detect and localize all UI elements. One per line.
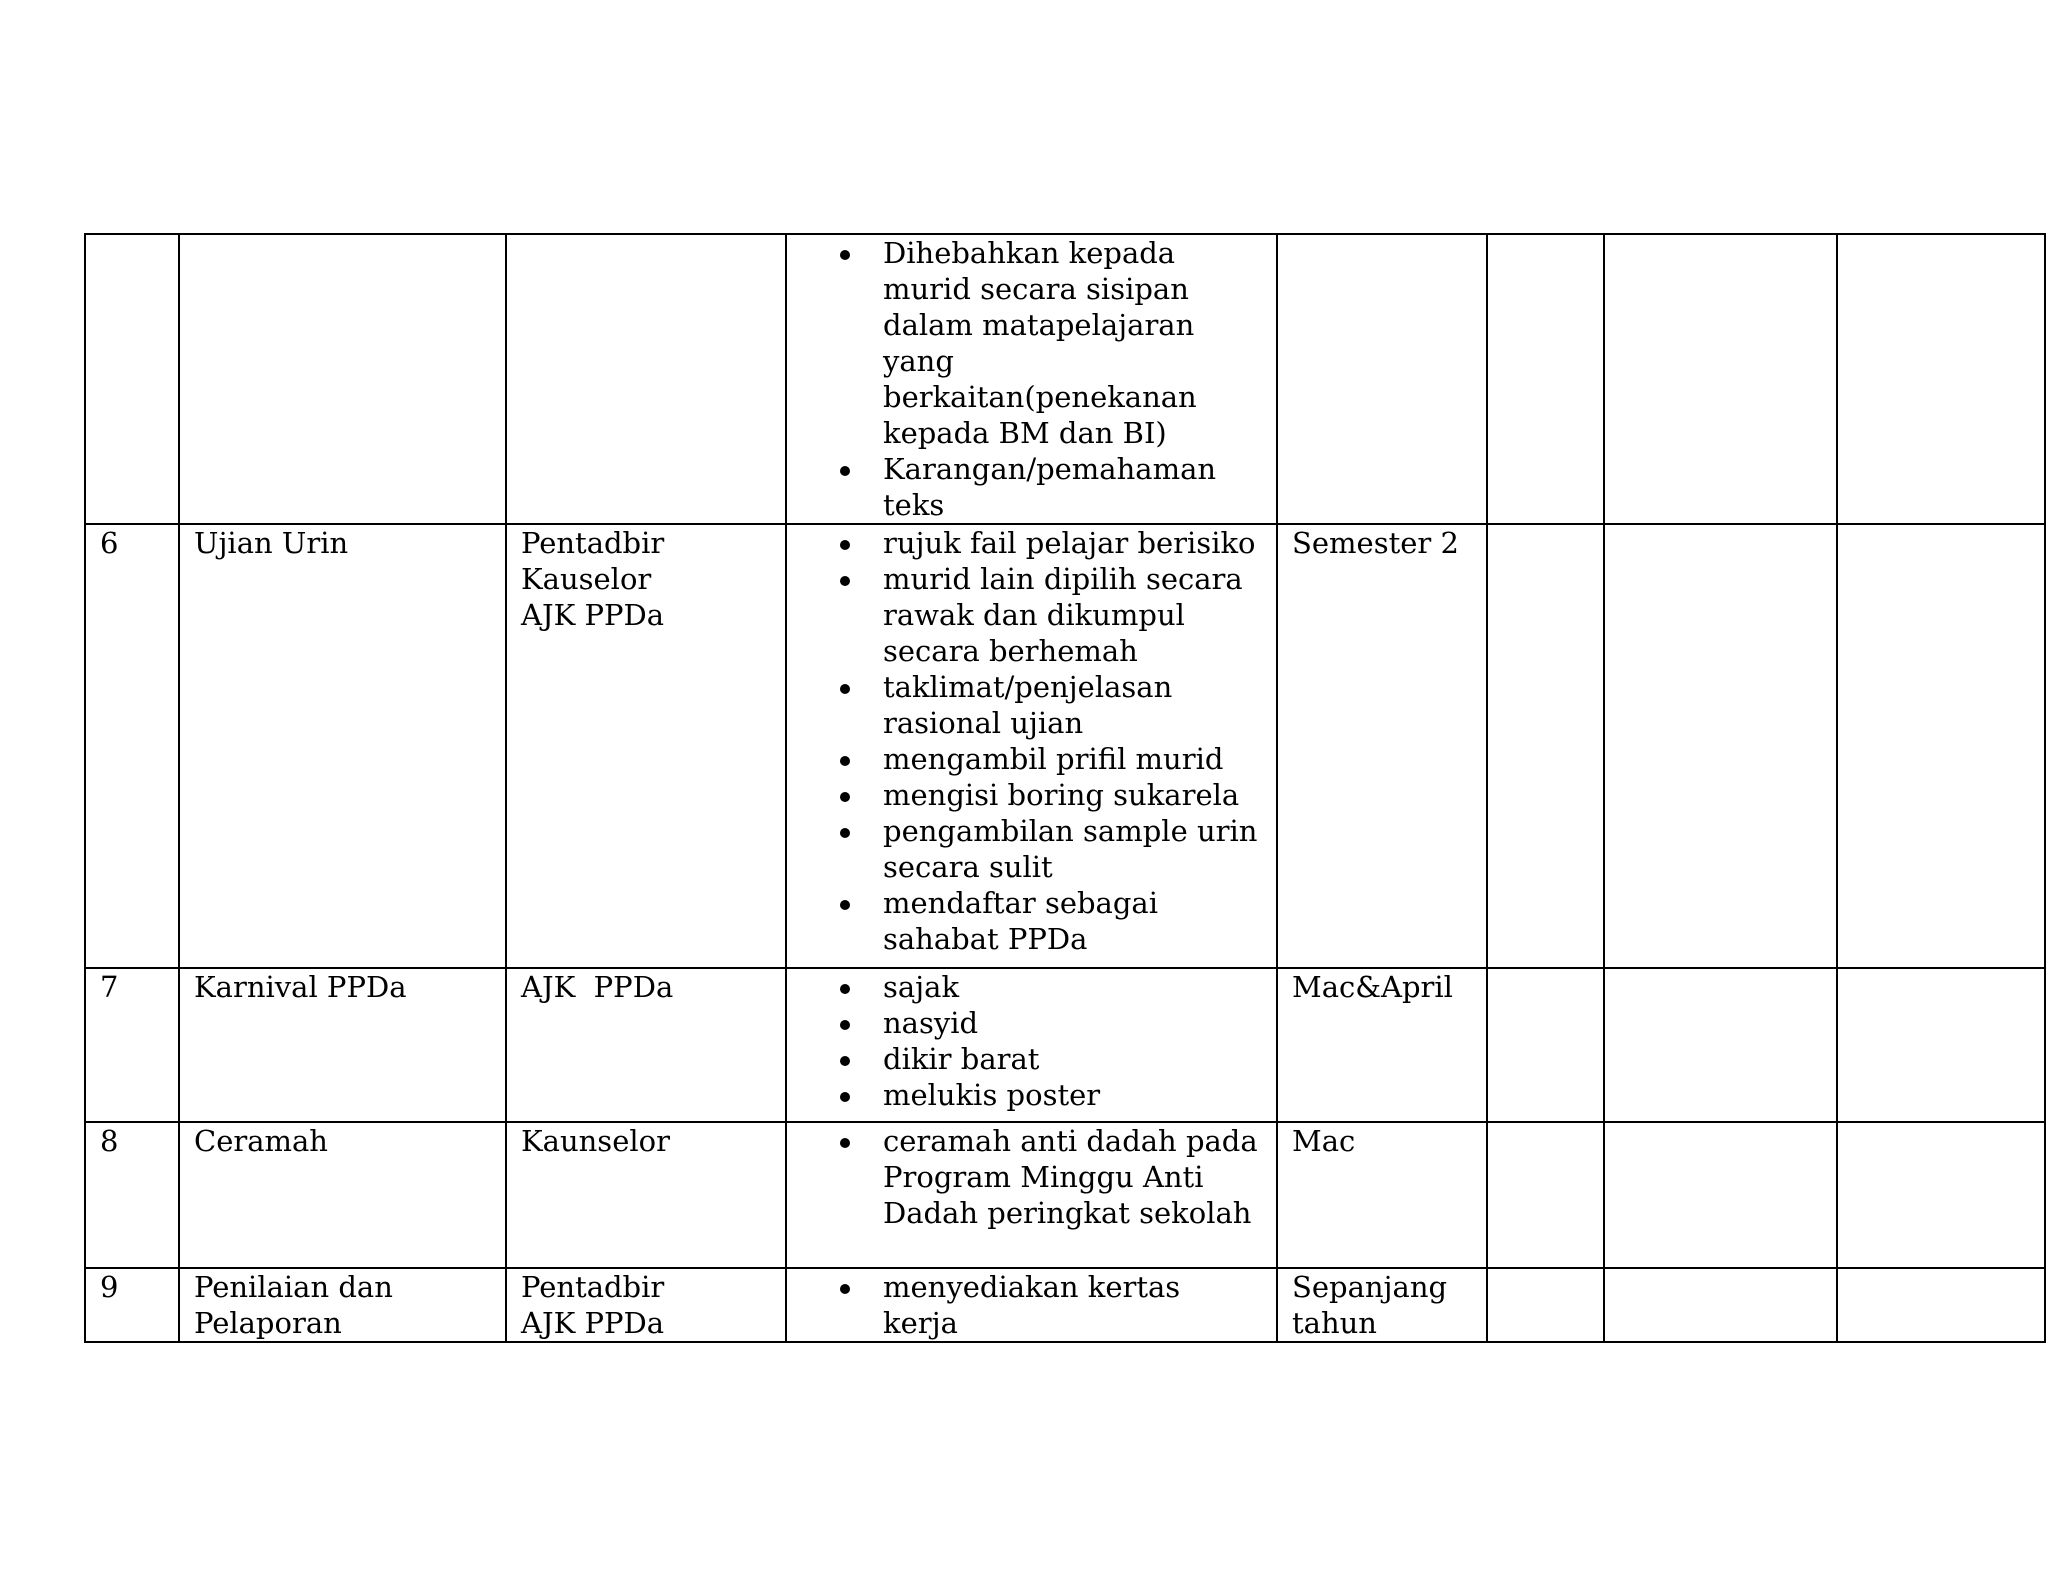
list-item: mendaftar sebagai sahabat PPDa bbox=[883, 885, 1262, 957]
cell-program: Penilaian dan Pelaporan bbox=[179, 1268, 506, 1342]
cell-masa: Mac bbox=[1277, 1122, 1487, 1268]
cell-empty bbox=[1604, 1268, 1837, 1342]
pelaksana-line: AJK PPDa bbox=[521, 598, 665, 632]
cell-empty bbox=[1604, 968, 1837, 1122]
cell-empty bbox=[1604, 1122, 1837, 1268]
cell-empty bbox=[1837, 524, 2045, 968]
pelaksana-line: Pentadbir bbox=[521, 1270, 665, 1304]
cell-empty bbox=[1837, 1122, 2045, 1268]
list-item: mengambil prifil murid bbox=[883, 741, 1262, 777]
activity-list bbox=[801, 525, 1262, 957]
cell-masa: Semester 2 bbox=[1277, 524, 1487, 968]
cell-aktiviti bbox=[786, 1122, 1277, 1268]
table-row bbox=[85, 524, 2045, 968]
cell-no: 9 bbox=[85, 1268, 179, 1342]
list-item: Karangan/pemahaman teks bbox=[883, 451, 1262, 523]
cell-aktiviti bbox=[786, 1268, 1277, 1342]
cell-masa bbox=[1277, 234, 1487, 524]
cell-empty bbox=[1604, 524, 1837, 968]
cell-masa: Mac&April bbox=[1277, 968, 1487, 1122]
list-item: mengisi boring sukarela bbox=[883, 777, 1262, 813]
cell-pelaksana bbox=[506, 524, 786, 968]
cell-program bbox=[179, 234, 506, 524]
cell-aktiviti bbox=[786, 968, 1277, 1122]
cell-empty bbox=[1487, 1122, 1604, 1268]
cell-aktiviti bbox=[786, 524, 1277, 968]
cell-empty bbox=[1837, 1268, 2045, 1342]
cell-pelaksana bbox=[506, 968, 786, 1122]
cell-no bbox=[85, 234, 179, 524]
list-item: nasyid bbox=[883, 1005, 1262, 1041]
cell-empty bbox=[1837, 234, 2045, 524]
cell-empty bbox=[1487, 1268, 1604, 1342]
cell-empty bbox=[1487, 524, 1604, 968]
cell-empty bbox=[1837, 968, 2045, 1122]
cell-pelaksana bbox=[506, 1122, 786, 1268]
cell-empty bbox=[1487, 234, 1604, 524]
activity-table bbox=[84, 233, 2046, 1343]
pelaksana-line: AJK PPDa bbox=[521, 1306, 665, 1340]
pelaksana-line: Kauselor bbox=[521, 562, 652, 596]
cell-no: 6 bbox=[85, 524, 179, 968]
cell-empty bbox=[1487, 968, 1604, 1122]
activity-list bbox=[801, 235, 1262, 523]
table-row bbox=[85, 1122, 2045, 1268]
pelaksana-line: Kaunselor bbox=[521, 1124, 670, 1158]
list-item: melukis poster bbox=[883, 1077, 1262, 1113]
cell-pelaksana bbox=[506, 1268, 786, 1342]
list-item: dikir barat bbox=[883, 1041, 1262, 1077]
cell-aktiviti bbox=[786, 234, 1277, 524]
list-item: menyediakan kertas kerja bbox=[883, 1269, 1262, 1341]
list-item: rujuk fail pelajar berisiko bbox=[883, 525, 1262, 561]
cell-pelaksana bbox=[506, 234, 786, 524]
cell-empty bbox=[1604, 234, 1837, 524]
table-row bbox=[85, 1268, 2045, 1342]
list-item: murid lain dipilih secara rawak dan dikumpul secara berhemah bbox=[883, 561, 1262, 669]
cell-no: 8 bbox=[85, 1122, 179, 1268]
table-row bbox=[85, 234, 2045, 524]
activity-list bbox=[801, 1269, 1262, 1341]
cell-program: Ujian Urin bbox=[179, 524, 506, 968]
list-item: pengambilan sample urin secara sulit bbox=[883, 813, 1262, 885]
table-row bbox=[85, 968, 2045, 1122]
cell-masa: Sepanjang tahun bbox=[1277, 1268, 1487, 1342]
pelaksana-line: AJK PPDa bbox=[521, 970, 674, 1004]
list-item: sajak bbox=[883, 969, 1262, 1005]
pelaksana-line: Pentadbir bbox=[521, 526, 665, 560]
cell-program: Ceramah bbox=[179, 1122, 506, 1268]
list-item: Dihebahkan kepada murid secara sisipan dalam matapelajaran yang berkaitan(penekanan kepada BM dan BI) bbox=[883, 235, 1262, 451]
activity-list bbox=[801, 1123, 1262, 1231]
cell-no: 7 bbox=[85, 968, 179, 1122]
list-item: taklimat/penjelasan rasional ujian bbox=[883, 669, 1262, 741]
cell-program: Karnival PPDa bbox=[179, 968, 506, 1122]
activity-list bbox=[801, 969, 1262, 1113]
list-item: ceramah anti dadah pada Program Minggu Anti Dadah peringkat sekolah bbox=[883, 1123, 1262, 1231]
